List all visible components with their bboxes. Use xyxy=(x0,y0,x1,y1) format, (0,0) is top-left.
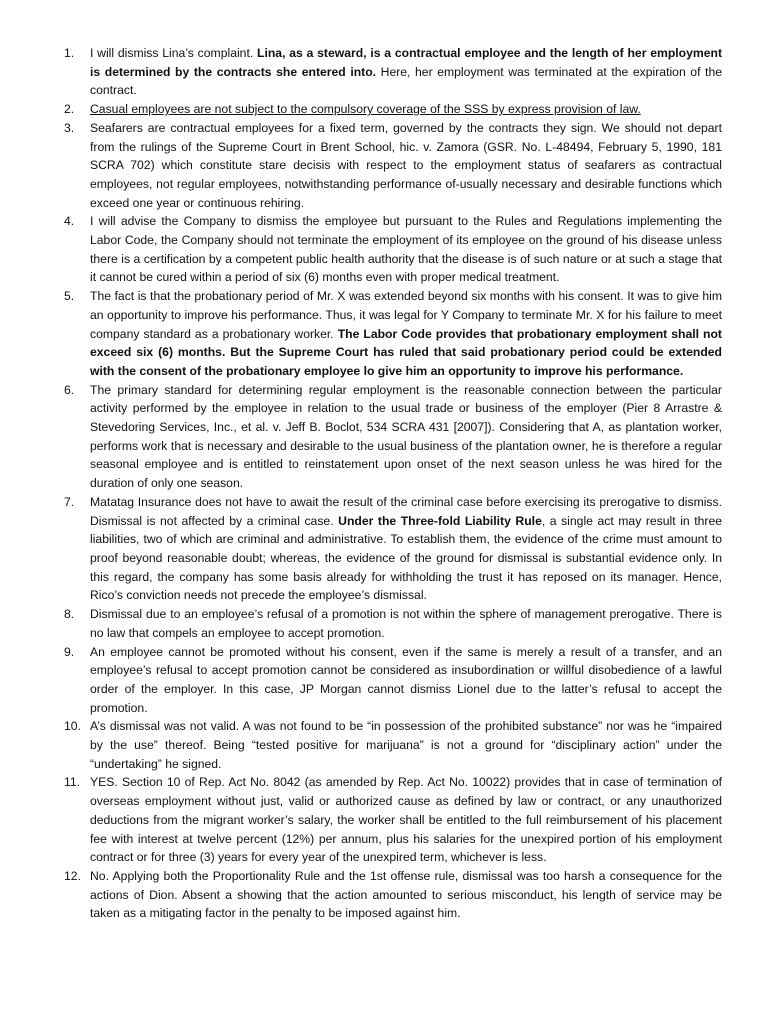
list-item xyxy=(64,44,722,100)
list-item xyxy=(64,381,722,493)
item-number: 12. xyxy=(64,868,81,883)
item-text: A’s dismissal was not valid. A was not found to be “in possession of the prohibited substance” nor was he “impaired by the use” thereof. Being “tested positive for marijuana” is not a ground for “disciplinary action” under the “undertaking” he signed. xyxy=(90,719,722,771)
item-number: 2. xyxy=(64,102,75,117)
item-text: I will dismiss Lina’s complaint. xyxy=(90,46,258,60)
item-text: No. Applying both the Proportionality Rule and the 1st offense rule, dismissal was too harsh a consequence for the actions of Dion. Absent a showing that the action amounted to serious misconduct, his length of service may be taken as a mitigating factor in the penalty to be imposed against him. xyxy=(90,868,722,921)
item-number: 8. xyxy=(64,607,75,622)
item-number: 1. xyxy=(64,46,75,60)
list-item xyxy=(64,773,722,867)
item-number: 6. xyxy=(64,382,75,397)
list-item xyxy=(64,643,722,718)
item-text: An employee cannot be promoted without his consent, even if the same is merely a result of a transfer, and an employee’s refusal to accept promotion cannot be considered as insubordination or willful disobedience of a lawful order of the employer. In this case, JP Morgan cannot dismiss Lionel due to the latter’s refusal to accept the promotion. xyxy=(90,644,722,715)
item-text: Here, her employment was terminated at the expiration of the contract. xyxy=(90,64,723,98)
list-item xyxy=(64,287,722,381)
item-text: Dismissal due to an employee’s refusal of a promotion is not within the sphere of management prerogative. There is no law that compels an employee to accept promotion. xyxy=(90,607,722,640)
item-number: 4. xyxy=(64,214,75,229)
item-number: 10. xyxy=(64,719,81,734)
numbered-list xyxy=(64,44,722,923)
item-number: 9. xyxy=(64,644,75,659)
item-text: The primary standard for determining regular employment is the reasonable connection between the particular activity performed by the employee in relation to the usual trade or business of the employer (Pier 8 Arrastre & Stevedoring Services, Inc., et al. v. Jeff B. Boclot, 534 SCRA 431 [2007]). Considering that A, as plantation worker, performs work that is necessary and desirable to the usual business of the plantation owner, he is therefore a regular seasonal employee and is entitled to reinstatement upon onset of the next season unless he was hired for the duration of only one season. xyxy=(90,382,722,491)
item-text-bold: Lina, as a steward, is a contractual employee and the length of her employment is determined by the contracts she entered into. xyxy=(90,46,722,79)
item-number: 11. xyxy=(64,775,81,790)
item-text-bold: Under the Three-fold Liability Rule xyxy=(338,513,542,528)
list-item xyxy=(64,493,722,605)
item-text: Seafarers are contractual employees for a fixed term, governed by the contracts they sign. We should not depart from the rulings of the Supreme Court in Brent School, hic. v. Zamora (GSR. No. L-48494, February 5, 1990, 181 SCRA 702) which constitute stare decisis with respect to the employment status of seafarers as contractual employees, not regular employees, notwithstanding performance of-usually necessary and desirable functions which exceed one year or continuous rehiring. xyxy=(90,120,722,210)
list-item xyxy=(64,100,722,119)
item-text: The fact is that the probationary period of Mr. X was extended beyond six months with his consent. It was to give him an opportunity to improve his performance. Thus, it was legal for Y Company to terminate Mr. X for his failure to meet company standard as a probationary worker. xyxy=(90,289,722,341)
item-text-underlined: Casual employees are not subject to the compulsory coverage of the SSS by express provision of law. xyxy=(90,102,641,117)
item-text: Matatag Insurance does not have to await the result of the criminal case before exercising its prerogative to dismiss. Dismissal is not affected by a criminal case. xyxy=(90,494,722,528)
list-item xyxy=(64,717,722,773)
item-number: 5. xyxy=(64,289,75,304)
item-text: I will advise the Company to dismiss the employee but pursuant to the Rules and Regulations implementing the Labor Code, the Company should not terminate the employment of its employee on the ground of his disease unless there is a certification by a competent public health authority that the disease is of such nature or at such a stage that it cannot be cured within a period of six (6) months even with proper medical treatment. xyxy=(90,214,722,285)
item-text-bold: The Labor Code provides that probationary employment shall not exceed six (6) months. But the Supreme Court has ruled that said probationary period could be extended with the consent of the probationary employee lo give him an opportunity to improve his performance. xyxy=(90,326,722,378)
item-number: 7. xyxy=(64,494,75,509)
list-item xyxy=(64,212,722,287)
list-item xyxy=(64,867,722,923)
list-item xyxy=(64,119,722,213)
item-text: , a single act may result in three liabilities, two of which are criminal and administrative. To establish them, the evidence of the crime must amount to proof beyond reasonable doubt; whereas, the evidence of the ground for dismissal is substantial evidence only. In this regard, the company has some basis already for withholding the trust it has reposed on its manager. Hence, Rico’s conviction needs not precede the employee’s dismissal. xyxy=(90,513,722,603)
item-number: 3. xyxy=(64,120,75,135)
item-text: YES. Section 10 of Rep. Act No. 8042 (as amended by Rep. Act No. 10022) provides that in case of termination of overseas employment without just, valid or authorized cause as defined by law or contract, or any unauthorized deductions from the migrant worker’s salary, the worker shall be entitled to the full reimbursement of his placement fee with interest at twelve percent (12%) per annum, plus his salaries for the unexpired portion of his employment contract or for three (3) years for every year of the unexpired term, whichever is less. xyxy=(90,775,722,865)
list-item xyxy=(64,605,722,642)
